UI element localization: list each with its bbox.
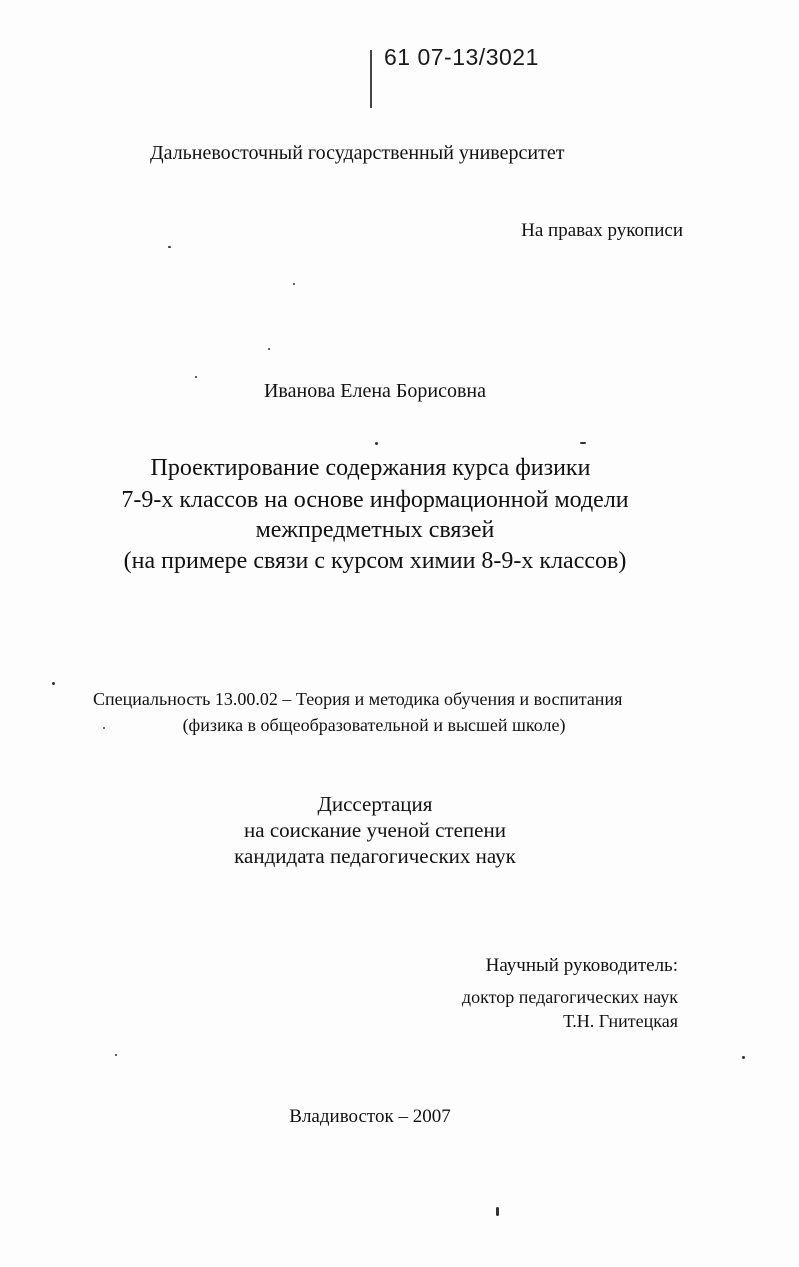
thesis-title-line: межпредметных связей <box>255 517 495 543</box>
scan-speck <box>496 1207 499 1216</box>
supervisor-label: Научный руководитель: <box>485 955 678 976</box>
supervisor-name: Т.Н. Гнитецкая <box>563 1011 678 1031</box>
scan-speck <box>742 1056 745 1059</box>
scan-speck <box>375 442 378 445</box>
scan-speck <box>115 1054 117 1056</box>
scan-speck <box>103 727 105 729</box>
thesis-title-line: 7-9-х классов на основе информационной модели <box>121 487 629 513</box>
city-year: Владивосток – 2007 <box>289 1106 451 1127</box>
supervisor-degree: доктор педагогических наук <box>461 987 678 1007</box>
dissertation-line: Диссертация <box>317 792 433 816</box>
scan-speck <box>268 348 270 350</box>
scan-speck <box>52 682 55 685</box>
manuscript-rights: На правах рукописи <box>521 220 683 241</box>
specialty-line: Специальность 13.00.02 – Теория и методика обучения и воспитания <box>93 689 623 709</box>
author-name: Иванова Елена Борисовна <box>263 380 486 402</box>
scan-speck <box>293 283 295 285</box>
dissertation-line: на соискание ученой степени <box>244 818 506 842</box>
university-name: Дальневосточный государственный университет <box>150 142 565 164</box>
scan-speck <box>195 376 197 378</box>
scan-speck <box>168 246 171 248</box>
dissertation-line: кандидата педагогических наук <box>234 844 516 868</box>
specialty-line: (физика в общеобразовательной и высшей школе) <box>182 715 566 735</box>
thesis-title-line: (на примере связи с курсом химии 8-9-х классов) <box>123 548 627 574</box>
scan-speck <box>580 442 586 444</box>
stamp-mark <box>370 50 372 108</box>
thesis-title-line: Проектирование содержания курса физики <box>150 455 591 481</box>
archive-stamp: 61 07-13/3021 <box>384 44 539 70</box>
